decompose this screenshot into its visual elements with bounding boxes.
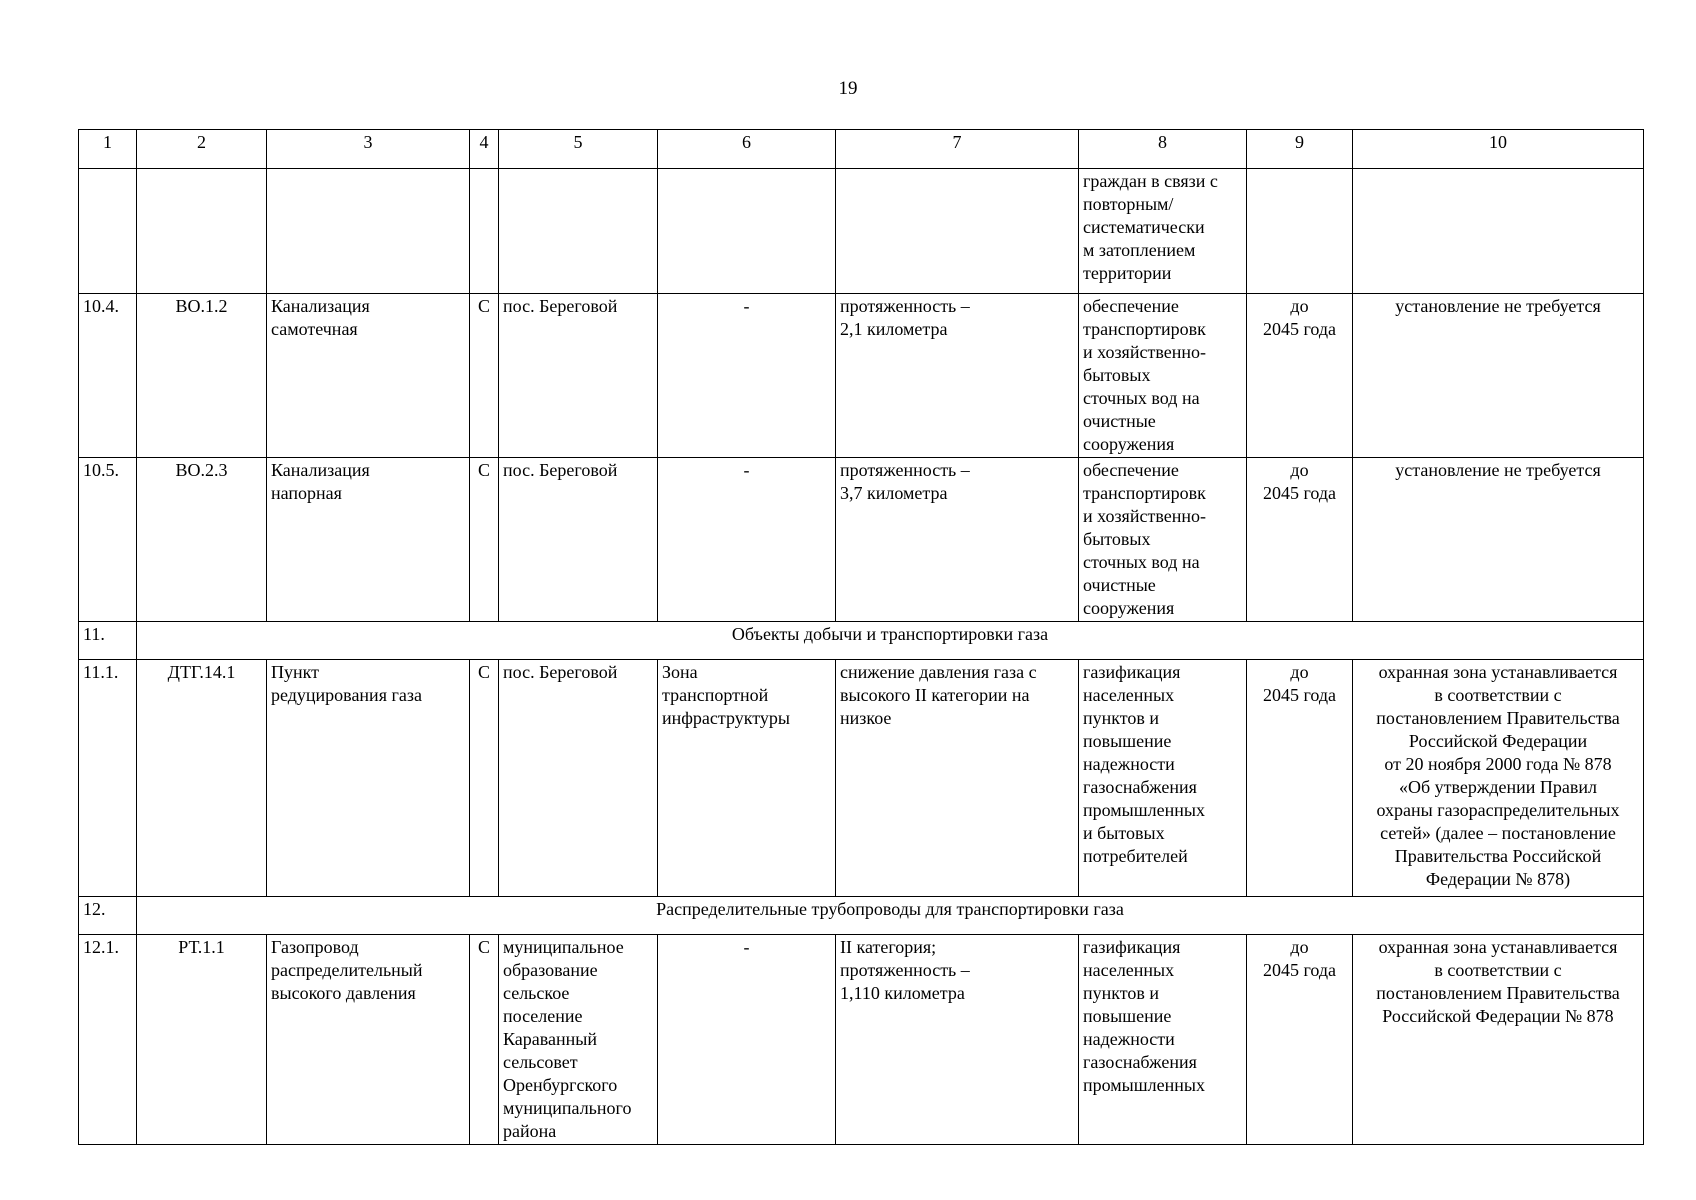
page-number: 19 [838, 78, 858, 99]
cell-code: ВО.1.2 [137, 294, 267, 458]
cell-zone: - [658, 458, 836, 622]
cell-name: Газопровод распределительный высокого давления [267, 935, 470, 1145]
cell-empty [137, 169, 267, 294]
cell-zone: Зона транспортной инфраструктуры [658, 660, 836, 897]
cell-characteristics: протяженность – 3,7 километра [836, 458, 1079, 622]
objects-table [78, 129, 1644, 1145]
cell-status: С [470, 660, 499, 897]
section-row [79, 897, 1644, 935]
cell-code: РТ.1.1 [137, 935, 267, 1145]
cell-empty [1353, 169, 1644, 294]
cell-location: пос. Береговой [499, 294, 658, 458]
section-title: Распределительные трубопроводы для транспортировки газа [137, 897, 1644, 935]
cell-num: 10.5. [79, 458, 137, 622]
cell-empty [79, 169, 137, 294]
cell-name: Канализация самотечная [267, 294, 470, 458]
cell-characteristics: снижение давления газа с высокого II категории на низкое [836, 660, 1079, 897]
cell-empty [658, 169, 836, 294]
cell-empty [1247, 169, 1353, 294]
cell-empty [836, 169, 1079, 294]
cell-status: С [470, 935, 499, 1145]
header-col-10: 10 [1353, 130, 1644, 169]
cell-protection: охранная зона устанавливается в соответствии с постановлением Правительства Российской Федерации от 20 ноября 2000 года № 878 «Об утверждении Правил охраны газораспределительных сетей» (далее – постановление Правительства Российской Федерации № 878) [1353, 660, 1644, 897]
cell-characteristics: II категория; протяженность – 1,110 километра [836, 935, 1079, 1145]
cell-protection: установление не требуется [1353, 294, 1644, 458]
cell-purpose: граждан в связи с повторным/ систематически м затоплением территории [1079, 169, 1247, 294]
section-row [79, 622, 1644, 660]
cell-num: 11.1. [79, 660, 137, 897]
cell-characteristics: протяженность – 2,1 километра [836, 294, 1079, 458]
cell-purpose: газификация населенных пунктов и повышение надежности газоснабжения промышленных [1079, 935, 1247, 1145]
cell-empty [267, 169, 470, 294]
header-col-5: 5 [499, 130, 658, 169]
header-col-1: 1 [79, 130, 137, 169]
cell-deadline: до 2045 года [1247, 458, 1353, 622]
header-row [79, 130, 1644, 169]
cell-name: Канализация напорная [267, 458, 470, 622]
cell-zone: - [658, 294, 836, 458]
cell-deadline: до 2045 года [1247, 294, 1353, 458]
cell-zone: - [658, 935, 836, 1145]
cell-purpose: газификация населенных пунктов и повышение надежности газоснабжения промышленных и бытовых потребителей [1079, 660, 1247, 897]
header-col-2: 2 [137, 130, 267, 169]
cell-protection: установление не требуется [1353, 458, 1644, 622]
header-col-8: 8 [1079, 130, 1247, 169]
cell-num: 12. [79, 897, 137, 935]
cell-status: С [470, 458, 499, 622]
cell-deadline: до 2045 года [1247, 935, 1353, 1145]
header-col-4: 4 [470, 130, 499, 169]
table-row [79, 935, 1644, 1145]
header-col-9: 9 [1247, 130, 1353, 169]
cell-name: Пункт редуцирования газа [267, 660, 470, 897]
header-col-6: 6 [658, 130, 836, 169]
cell-code: ДТГ.14.1 [137, 660, 267, 897]
cell-code: ВО.2.3 [137, 458, 267, 622]
continuation-row [79, 169, 1644, 294]
header-col-7: 7 [836, 130, 1079, 169]
table-row [79, 660, 1644, 897]
cell-status: С [470, 294, 499, 458]
cell-purpose: обеспечение транспортировк и хозяйственно- бытовых сточных вод на очистные сооружения [1079, 294, 1247, 458]
table-row [79, 294, 1644, 458]
cell-empty [470, 169, 499, 294]
cell-location: пос. Береговой [499, 660, 658, 897]
cell-purpose: обеспечение транспортировк и хозяйственно- бытовых сточных вод на очистные сооружения [1079, 458, 1247, 622]
table-row [79, 458, 1644, 622]
cell-location: муниципальное образование сельское поселение Караванный сельсовет Оренбургского муниципального района [499, 935, 658, 1145]
cell-empty [499, 169, 658, 294]
cell-num: 12.1. [79, 935, 137, 1145]
cell-num: 10.4. [79, 294, 137, 458]
cell-num: 11. [79, 622, 137, 660]
header-col-3: 3 [267, 130, 470, 169]
cell-deadline: до 2045 года [1247, 660, 1353, 897]
cell-location: пос. Береговой [499, 458, 658, 622]
cell-protection: охранная зона устанавливается в соответствии с постановлением Правительства Российской Федерации № 878 [1353, 935, 1644, 1145]
section-title: Объекты добычи и транспортировки газа [137, 622, 1644, 660]
